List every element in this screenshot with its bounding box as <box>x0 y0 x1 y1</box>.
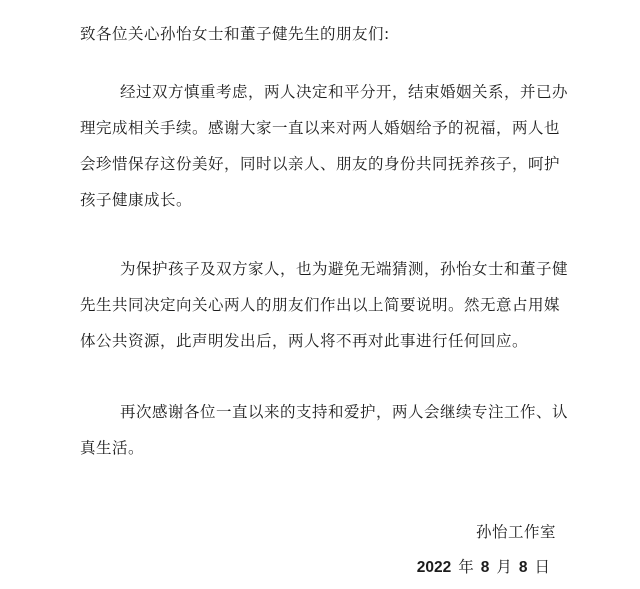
date <box>417 555 550 577</box>
paragraph-line: 再次感谢各位一直以来的支持和爱护，两人会继续专注工作、认 <box>120 403 569 421</box>
signature: 孙怡工作室 <box>475 523 556 541</box>
paragraph-line: 理完成相关手续。感谢大家一直以来对两人婚姻给予的祝福，两人也 <box>80 119 561 137</box>
paragraph-line: 体公共资源，此声明发出后，两人将不再对此事进行任何回应。 <box>80 332 529 350</box>
date-day: 8 <box>518 559 528 576</box>
paragraph-line: 真生活。 <box>80 439 145 457</box>
paragraph-line: 经过双方慎重考虑，两人决定和平分开，结束婚姻关系，并已办 <box>120 83 569 101</box>
date-year-unit: 年 <box>458 558 474 576</box>
date-month-unit: 月 <box>496 558 512 576</box>
paragraph-line: 先生共同决定向关心两人的朋友们作出以上简要说明。然无意占用媒 <box>80 296 561 314</box>
date-day-unit: 日 <box>534 558 550 576</box>
paragraph-1 <box>80 74 569 218</box>
paragraph-3 <box>80 394 569 466</box>
paragraph-line: 孩子健康成长。 <box>80 191 193 209</box>
salutation: 致各位关心孙怡女士和董子健先生的朋友们: <box>80 25 390 43</box>
date-year: 2022 <box>416 559 452 576</box>
paragraph-line: 为保护孩子及双方家人，也为避免无端猜测，孙怡女士和董子健 <box>120 260 569 278</box>
date-month: 8 <box>480 559 490 576</box>
paragraph-2 <box>80 251 569 359</box>
paragraph-line: 会珍惜保存这份美好，同时以亲人、朋友的身份共同抚养孩子，呵护 <box>80 155 561 173</box>
